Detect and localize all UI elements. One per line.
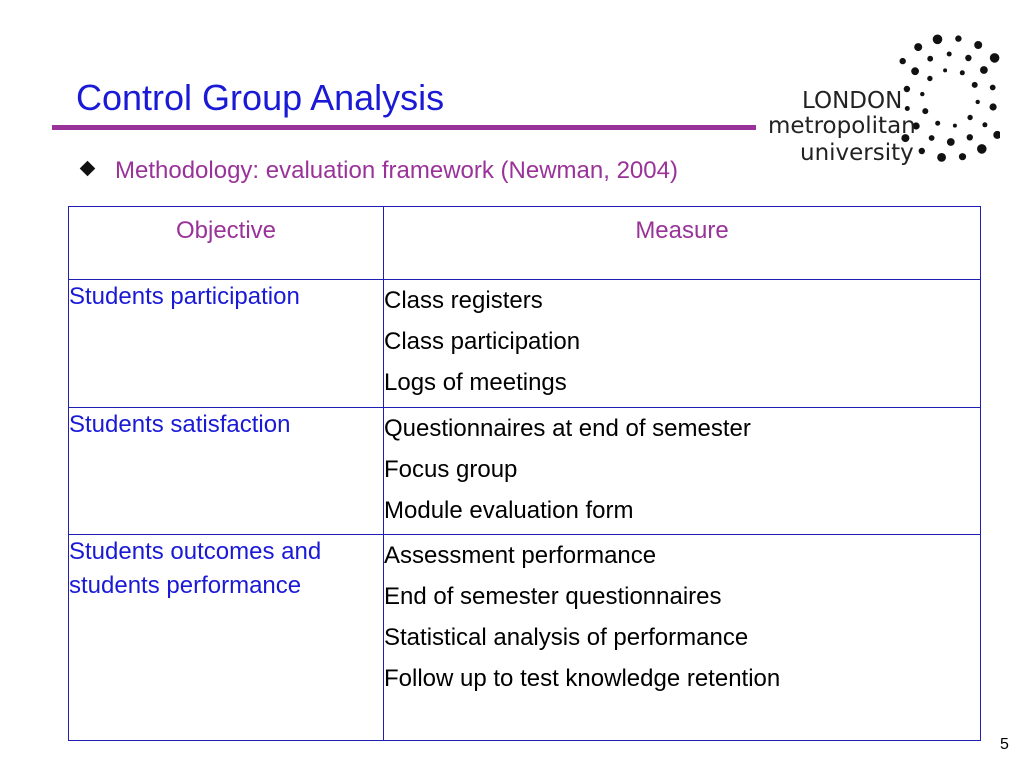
objective-cell: Students participation xyxy=(69,280,384,408)
logo-dot xyxy=(972,82,978,88)
logo-dot xyxy=(967,115,972,120)
logo-dot xyxy=(965,55,971,61)
measure-item: Focus group xyxy=(384,456,518,483)
methodology-text: Methodology: evaluation framework (Newman, 2004) xyxy=(115,157,678,184)
logo-dot xyxy=(927,76,932,81)
measure-item: Class participation xyxy=(384,328,581,355)
header-objective: Objective xyxy=(69,207,384,280)
page-number: 5 xyxy=(1000,736,1009,753)
measure-item: Questionnaires at end of semester xyxy=(384,415,751,442)
logo-dot xyxy=(953,124,957,128)
measure-item: End of semester questionnaires xyxy=(384,583,722,610)
logo-dot xyxy=(935,121,940,126)
table-row xyxy=(69,535,981,741)
logo-dot xyxy=(920,92,924,96)
logo-dot xyxy=(900,58,906,64)
diamond-bullet-icon xyxy=(80,161,96,177)
table-row xyxy=(69,280,981,408)
logo-dot xyxy=(947,52,952,57)
measure-item: Logs of meetings xyxy=(384,369,567,396)
measure-item: Class registers xyxy=(384,287,543,314)
logo-dot xyxy=(937,153,946,162)
objective-cell: Students outcomes and students performance xyxy=(69,535,384,741)
logo-dot xyxy=(919,148,925,154)
measure-cell xyxy=(384,280,981,408)
measure-item: Follow up to test knowledge retention xyxy=(384,665,781,692)
logo-dot xyxy=(976,100,980,104)
evaluation-framework-table xyxy=(68,206,981,741)
logo-dot xyxy=(959,153,966,160)
logo-dot xyxy=(947,138,955,146)
measure-item: Statistical analysis of performance xyxy=(384,624,749,651)
measure-item: Module evaluation form xyxy=(384,497,634,524)
logo-dot xyxy=(982,122,987,127)
logo-dot xyxy=(980,66,988,74)
table-header-row xyxy=(69,207,981,280)
measure-cell xyxy=(384,408,981,535)
logo-line-university: university xyxy=(800,140,914,166)
logo-dot xyxy=(967,134,973,140)
logo-line-metropolitan: metropolitan xyxy=(768,113,916,139)
logo-dot xyxy=(943,68,947,72)
logo-line-london: LONDON xyxy=(802,88,903,114)
measure-cell xyxy=(384,535,981,741)
slide-title: Control Group Analysis xyxy=(76,77,445,118)
logo-dot xyxy=(905,106,910,111)
logo-dot xyxy=(960,70,965,75)
logo-dot xyxy=(911,67,919,75)
logo-dot xyxy=(922,108,928,114)
logo-dot xyxy=(977,144,987,154)
objective-cell: Students satisfaction xyxy=(69,408,384,535)
header-measure: Measure xyxy=(384,207,981,280)
title-underline xyxy=(52,125,756,130)
methodology-bullet xyxy=(82,157,678,186)
table-row xyxy=(69,408,981,535)
logo-dot xyxy=(974,41,982,49)
university-logo xyxy=(760,18,1000,178)
logo-dot xyxy=(990,85,996,91)
logo-dot xyxy=(927,56,933,62)
logo-dot xyxy=(993,131,1000,139)
logo-dot xyxy=(933,35,943,45)
logo-dot xyxy=(990,103,997,110)
logo-dot xyxy=(914,43,922,51)
logo-dot xyxy=(929,135,935,141)
logo-dot xyxy=(904,86,910,92)
logo-dot xyxy=(990,53,1000,63)
logo-dot xyxy=(955,35,961,41)
measure-item: Assessment performance xyxy=(384,542,657,569)
